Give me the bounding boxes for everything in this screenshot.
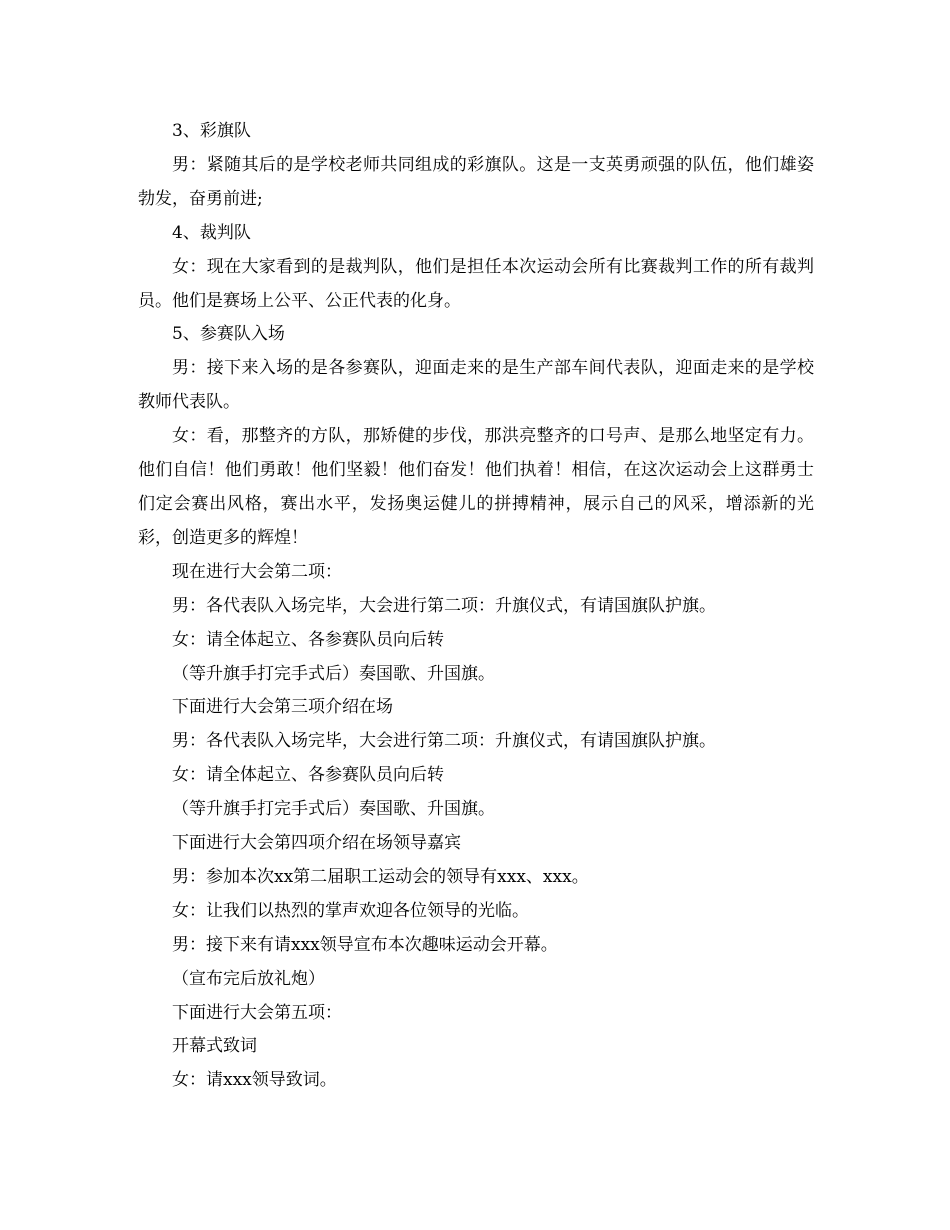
dialogue-paragraph: 男：参加本次xx第二届职工运动会的领导有xxx、xxx。 bbox=[172, 866, 589, 887]
dialogue-paragraph: 男：紧随其后的是学校老师共同组成的彩旗队。这是一支英勇顽强的队伍，他们雄姿勃发，奋勇前进; bbox=[138, 154, 814, 209]
dialogue-paragraph: 女：现在大家看到的是裁判队，他们是担任本次运动会所有比赛裁判工作的所有裁判员。他们是赛场上公平、公正代表的化身。 bbox=[138, 256, 814, 311]
dialogue-paragraph: 女：请xxx领导致词。 bbox=[172, 1070, 337, 1091]
dialogue-paragraph: 男：接下来有请xxx领导宣布本次趣味运动会开幕。 bbox=[172, 934, 558, 955]
agenda-line: 下面进行大会第五项： bbox=[172, 1002, 342, 1023]
dialogue-paragraph: 男：各代表队入场完毕，大会进行第二项：升旗仪式，有请国旗队护旗。 bbox=[172, 731, 716, 752]
dialogue-paragraph: 女：看，那整齐的方队，那矫健的步伐，那洪亮整齐的口号声、是那么地坚定有力。他们自信！他们勇敢！他们坚毅！他们奋发！他们执着！相信，在这次运动会上这群勇士们定会赛出风格，赛出水平，发扬奥运健儿的拼搏精神，展示自己的风采，增添新的光彩，创造更多的辉煌！ bbox=[138, 426, 814, 548]
stage-direction: （宣布完后放礼炮） bbox=[172, 968, 325, 989]
agenda-line: 下面进行大会第三项介绍在场 bbox=[172, 697, 393, 718]
section-heading: 4、裁判队 bbox=[172, 222, 251, 243]
dialogue-paragraph: 男：各代表队入场完毕，大会进行第二项：升旗仪式，有请国旗队护旗。 bbox=[172, 595, 716, 616]
dialogue-paragraph: 女：让我们以热烈的掌声欢迎各位领导的光临。 bbox=[172, 900, 529, 921]
stage-direction: （等升旗手打完手式后）奏国歌、升国旗。 bbox=[172, 799, 495, 820]
dialogue-paragraph: 男：接下来入场的是各参赛队，迎面走来的是生产部车间代表队，迎面走来的是学校教师代表队。 bbox=[138, 358, 814, 413]
dialogue-paragraph: 女：请全体起立、各参赛队员向后转 bbox=[172, 765, 444, 786]
agenda-line: 现在进行大会第二项： bbox=[172, 561, 342, 582]
section-heading: 5、参赛队入场 bbox=[172, 324, 285, 345]
section-heading: 3、彩旗队 bbox=[172, 121, 251, 141]
dialogue-paragraph: 女：请全体起立、各参赛队员向后转 bbox=[172, 629, 444, 650]
agenda-line: 下面进行大会第四项介绍在场领导嘉宾 bbox=[172, 833, 461, 854]
stage-direction: （等升旗手打完手式后）奏国歌、升国旗。 bbox=[172, 663, 495, 684]
agenda-line: 开幕式致词 bbox=[172, 1036, 257, 1057]
document-body bbox=[138, 115, 814, 1098]
